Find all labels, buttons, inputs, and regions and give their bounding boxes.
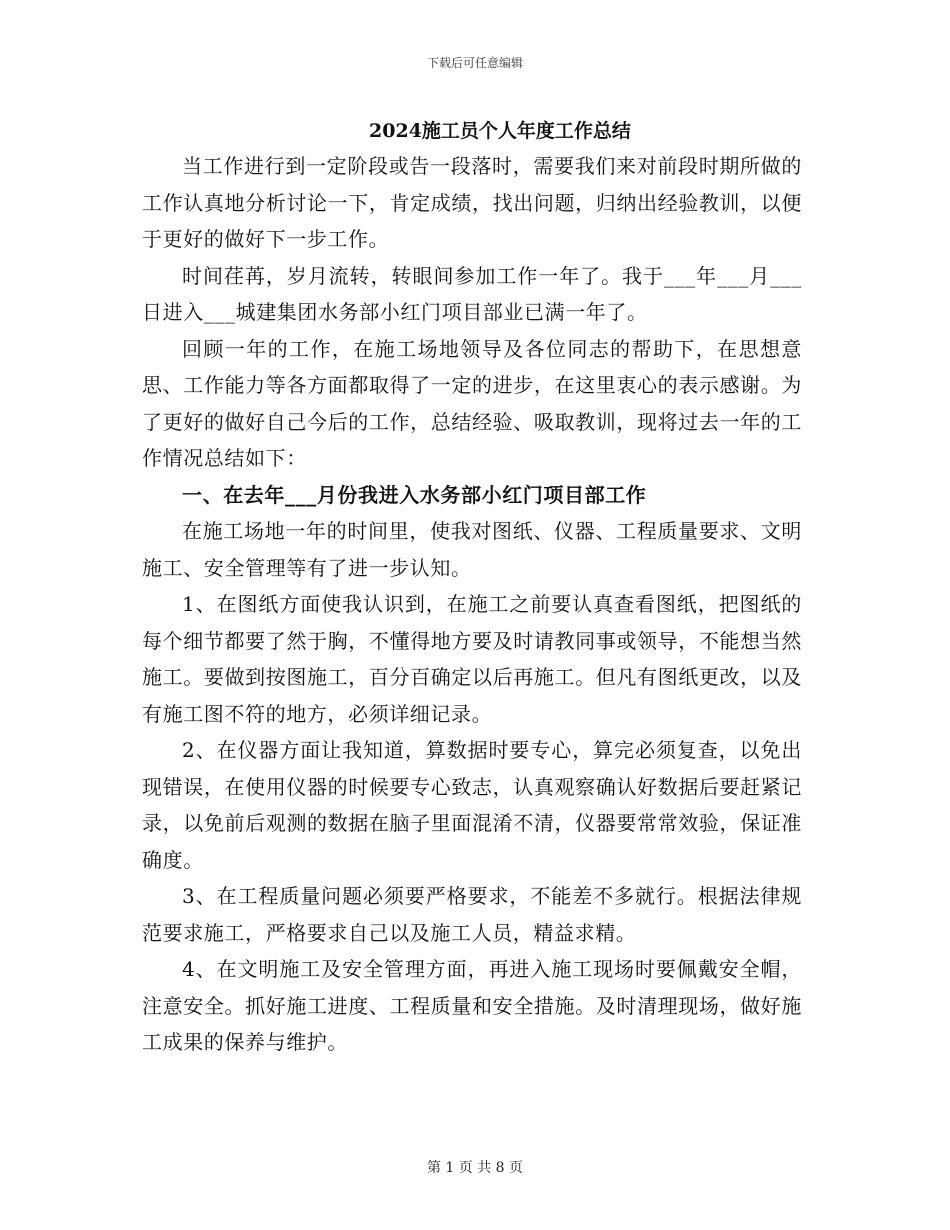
paragraph-item-4-safety: 4、在文明施工及安全管理方面，再进入施工现场时要佩戴安全帽，注意安全。抓好施工进度、工程质量和安全措施。及时清理现场，做好施工成果的保养与维护。 xyxy=(142,957,802,1054)
document-title: 2024施工员个人年度工作总结 xyxy=(369,120,631,142)
header-note: 下载后可任意编辑 xyxy=(426,56,523,70)
page-number: 第 1 页 共 8 页 xyxy=(426,1160,524,1176)
document-body xyxy=(142,148,802,1061)
paragraph-time: 时间荏苒，岁月流转，转眼间参加工作一年了。我于___年___月___日进入___城建集团水务部小红门项目部业已满一年了。 xyxy=(142,263,802,324)
paragraph-review: 回顾一年的工作，在施工场地领导及各位同志的帮助下，在思想意思、工作能力等各方面都取得了一定的进步，在这里衷心的表示感谢。为了更好的做好自己今后的工作，总结经验、吸取教训，现将过去一年的工作情况总结如下： xyxy=(142,336,802,470)
paragraph-awareness: 在施工场地一年的时间里，使我对图纸、仪器、工程质量要求、文明施工、安全管理等有了进一步认知。 xyxy=(142,519,802,580)
section-heading-1: 一、在去年___月份我进入水务部小红门项目部工作 xyxy=(182,482,647,507)
paragraph-item-2-instruments: 2、在仪器方面让我知道，算数据时要专心，算完必须复查，以免出现错误，在使用仪器的时候要专心致志，认真观察确认好数据后要赶紧记录，以免前后观测的数据在脑子里面混淆不清，仪器要常常效验，保证准确度。 xyxy=(142,738,802,872)
paragraph-item-1-drawings: 1、在图纸方面使我认识到，在施工之前要认真查看图纸，把图纸的每个细节都要了然于胸，不懂得地方要及时请教同事或领导，不能想当然施工。要做到按图施工，百分百确定以后再施工。但凡有图纸更改，以及有施工图不符的地方，必须详细记录。 xyxy=(142,592,802,726)
paragraph-intro: 当工作进行到一定阶段或告一段落时，需要我们来对前段时期所做的工作认真地分析讨论一下，肯定成绩，找出问题，归纳出经验教训，以便于更好的做好下一步工作。 xyxy=(142,154,802,251)
paragraph-item-3-quality: 3、在工程质量问题必须要严格要求，不能差不多就行。根据法律规范要求施工，严格要求自己以及施工人员，精益求精。 xyxy=(142,884,802,945)
